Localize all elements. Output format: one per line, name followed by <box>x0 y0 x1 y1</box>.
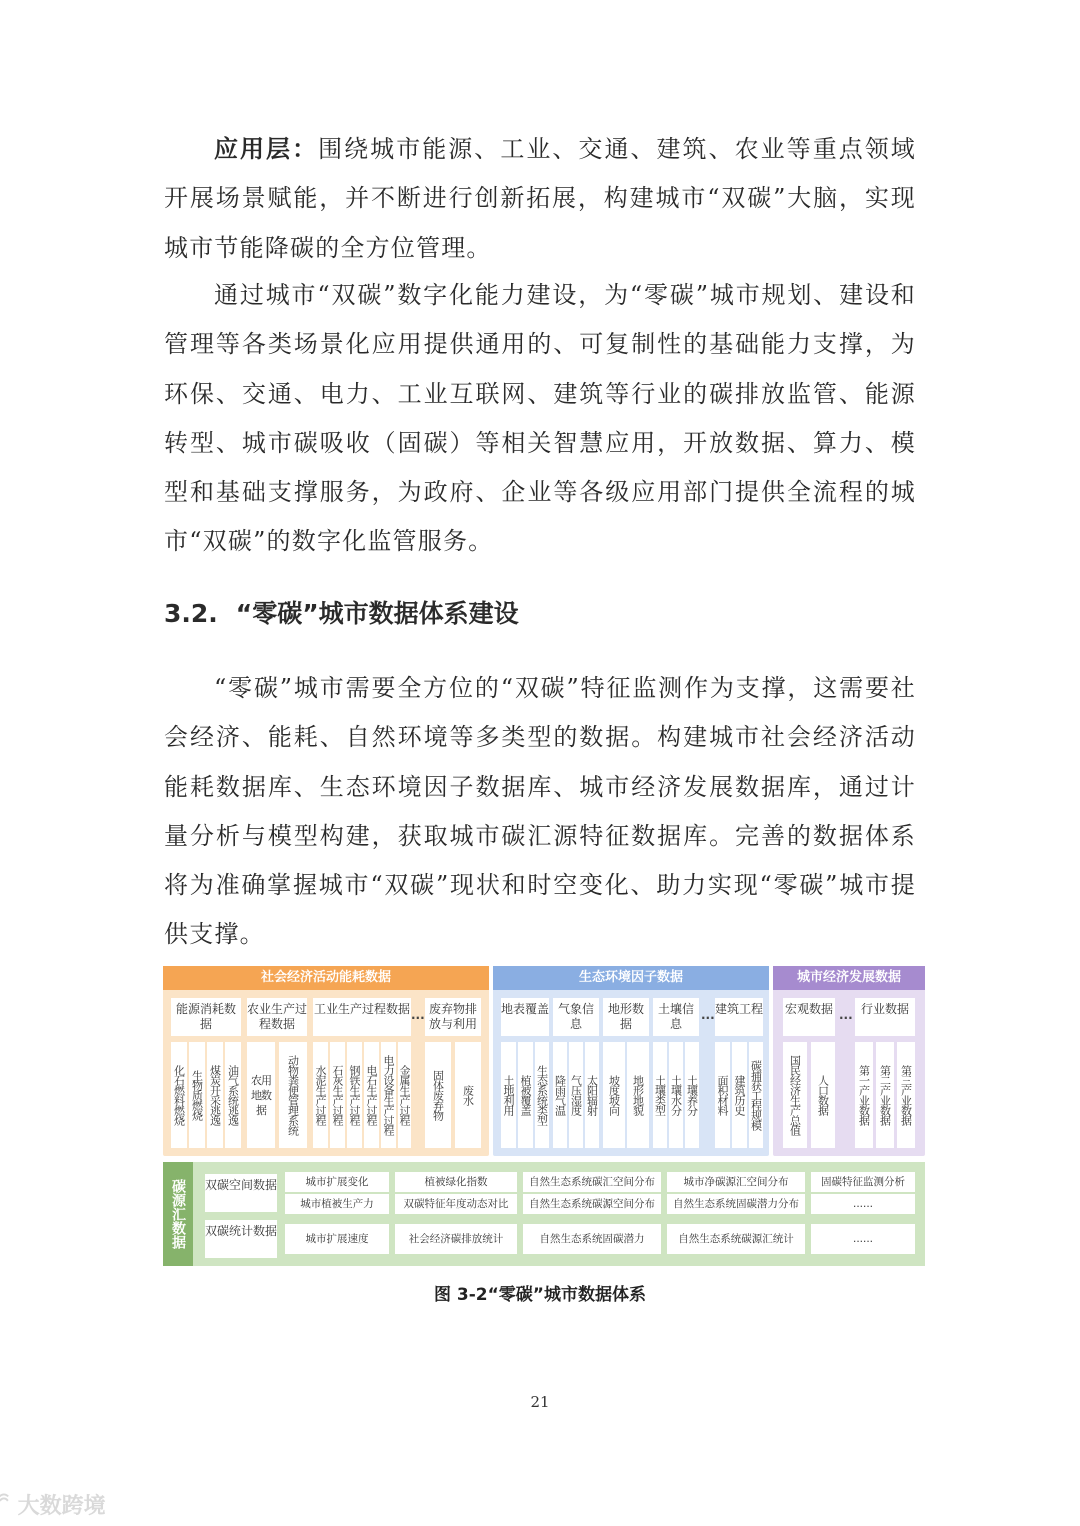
category-terrain: 地形数据 <box>603 998 649 1036</box>
leaf-item: 第一产业数据 <box>855 1042 873 1148</box>
data-system-figure <box>163 966 925 1266</box>
paragraph-text: 围绕城市能源、工业、交通、建筑、农业等重点领域开展场景赋能，并不断进行创新拓展，构建城市“双碳”大脑，实现城市节能降碳的全方位管理。 <box>164 135 916 262</box>
metric-cell: 城市净碳源汇空间分布 <box>667 1172 805 1192</box>
leaf-item: 金属生产过程 <box>398 1042 411 1148</box>
leaf-item: 土壤水分 <box>669 1042 683 1148</box>
carbon-side-label: 碳源汇数据 <box>163 1162 193 1266</box>
metric-cell: 固碳特征监测分析 <box>811 1172 915 1192</box>
leaf-item: 坡度坡向 <box>603 1042 625 1148</box>
leaf-item: 第三产业数据 <box>897 1042 915 1148</box>
category-macro: 宏观数据 <box>783 998 835 1036</box>
page-number: 21 <box>530 1393 550 1411</box>
row-label-statistics: 双碳统计数据 <box>205 1220 277 1258</box>
leaf-item: 太阳辐射 <box>585 1042 599 1148</box>
leaf-item: 第二产业数据 <box>876 1042 894 1148</box>
category-building: 建筑工程 <box>715 998 763 1036</box>
group-title: 生态环境因子数据 <box>493 966 769 990</box>
metric-cell: 自然生态系统碳汇空间分布 <box>523 1172 661 1192</box>
leaf-item: 生态系统类型 <box>535 1042 549 1148</box>
watermark <box>10 1489 106 1524</box>
category-industry: 工业生产过程数据 <box>313 998 411 1036</box>
metric-cell: 双碳特征年度动态对比 <box>395 1194 517 1214</box>
paragraph-data-system: “零碳”城市需要全方位的“双碳”特征监测作为支撑，这需要社会经济、能耗、自然环境等多类型的数据。构建城市社会经济活动能耗数据库、生态环境因子数据库、城市经济发展数据库，通过计量分析与模型构建，获取城市碳汇源特征数据库。完善的数据体系将为准确掌握城市“双碳”现状和时空变化、助力实现“零碳”城市提供支撑。 <box>164 674 916 949</box>
row-label-spatial: 双碳空间数据 <box>205 1174 277 1212</box>
leaf-item: 动物粪便管理系统 <box>279 1042 307 1148</box>
metric-cell: 社会经济碳排放统计 <box>395 1224 517 1254</box>
metric-cell: 城市植被生产力 <box>285 1194 389 1214</box>
leaf-item: 农用地数据 <box>247 1042 275 1148</box>
leaf-item: 植被覆盖 <box>518 1042 533 1148</box>
group-title: 社会经济活动能耗数据 <box>163 966 489 990</box>
metric-cell: 自然生态系统固碳潜力 <box>523 1224 661 1254</box>
paragraph-application-layer <box>164 124 916 273</box>
section-number: 3.2. <box>164 599 218 628</box>
group-socioeconomic-energy <box>163 966 489 1156</box>
leaf-item: 土地利用 <box>501 1042 516 1148</box>
leaf-item: 水泥生产过程 <box>313 1042 328 1148</box>
carbon-source-sink-band <box>163 1162 925 1266</box>
leaf-item: 废水 <box>455 1042 481 1148</box>
metric-cell-ellipsis: ...... <box>811 1224 915 1254</box>
leaf-item: 土壤养分 <box>685 1042 699 1148</box>
group-urban-economy <box>773 966 925 1156</box>
leaf-item: 面积材料 <box>715 1042 730 1148</box>
leaf-item: 国民经济生产总值 <box>783 1042 807 1148</box>
ellipsis: ... <box>839 1008 853 1022</box>
metric-cell: 自然生态系统固碳潜力分布 <box>667 1194 805 1214</box>
paragraph-label: 应用层： <box>214 134 319 163</box>
category-industry-data: 行业数据 <box>855 998 915 1036</box>
metric-cell: 城市扩展变化 <box>285 1172 389 1192</box>
leaf-item: 气压湿度 <box>569 1042 583 1148</box>
leaf-item: 建筑历史 <box>732 1042 747 1148</box>
leaf-item: 石灰生产过程 <box>330 1042 345 1148</box>
leaf-item: 地形地貌 <box>627 1042 649 1148</box>
category-waste: 废弃物排放与利用 <box>425 998 481 1036</box>
leaf-item: 油气系统逃逸 <box>225 1042 241 1148</box>
paragraph-capability: 通过城市“双碳”数字化能力建设，为“零碳”城市规划、建设和管理等各类场景化应用提供通用的、可复制性的基础能力支撑，为环保、交通、电力、工业互联网、建筑等行业的碳排放监管、能源转型、城市碳吸收（固碳）等相关智慧应用，开放数据、算力、模型和基础支撑服务，为政府、企业等各级应用部门提供全流程的城市“双碳”的数字化监管服务。 <box>164 281 916 556</box>
category-energy-consumption: 能源消耗数据 <box>171 998 241 1036</box>
metric-cell: 自然生态系统碳源汇统计 <box>667 1224 805 1254</box>
metric-cell-ellipsis: ...... <box>811 1194 915 1214</box>
metric-cell: 城市扩展速度 <box>285 1224 389 1254</box>
leaf-item: 电石生产过程 <box>364 1042 379 1148</box>
leaf-item: 降雨气温 <box>553 1042 567 1148</box>
leaf-item: 固体废弃物 <box>425 1042 451 1148</box>
leaf-item: 化石燃料燃烧 <box>171 1042 187 1148</box>
metric-cell: 自然生态系统碳源空间分布 <box>523 1194 661 1214</box>
group-title: 城市经济发展数据 <box>773 966 925 990</box>
section-heading <box>164 594 519 630</box>
category-soil: 土壤信息 <box>653 998 699 1036</box>
leaf-item: 人口数据 <box>811 1042 835 1148</box>
leaf-item: 电力设备生产过程 <box>381 1042 396 1148</box>
leaf-item: 钢铁生产过程 <box>347 1042 362 1148</box>
leaf-item: 土壤类型 <box>653 1042 667 1148</box>
watermark-text: 大数跨境 <box>17 1494 106 1519</box>
leaf-item: 生物质燃烧 <box>189 1042 205 1148</box>
leaf-item: 碳捕获工程规模 <box>749 1042 763 1148</box>
category-agriculture: 农业生产过程数据 <box>247 998 307 1036</box>
metric-cell: 植被绿化指数 <box>395 1172 517 1192</box>
leaf-item: 煤炭开采逃逸 <box>207 1042 223 1148</box>
group-ecological-environment <box>493 966 769 1156</box>
ellipsis: ... <box>411 1008 425 1022</box>
figure-caption: 图 3-2“零碳”城市数据体系 <box>434 1285 646 1305</box>
ellipsis: ... <box>701 1008 715 1022</box>
category-meteorology: 气象信息 <box>553 998 599 1036</box>
category-land-cover: 地表覆盖 <box>501 998 549 1036</box>
section-title: “零碳”城市数据体系建设 <box>235 599 519 628</box>
